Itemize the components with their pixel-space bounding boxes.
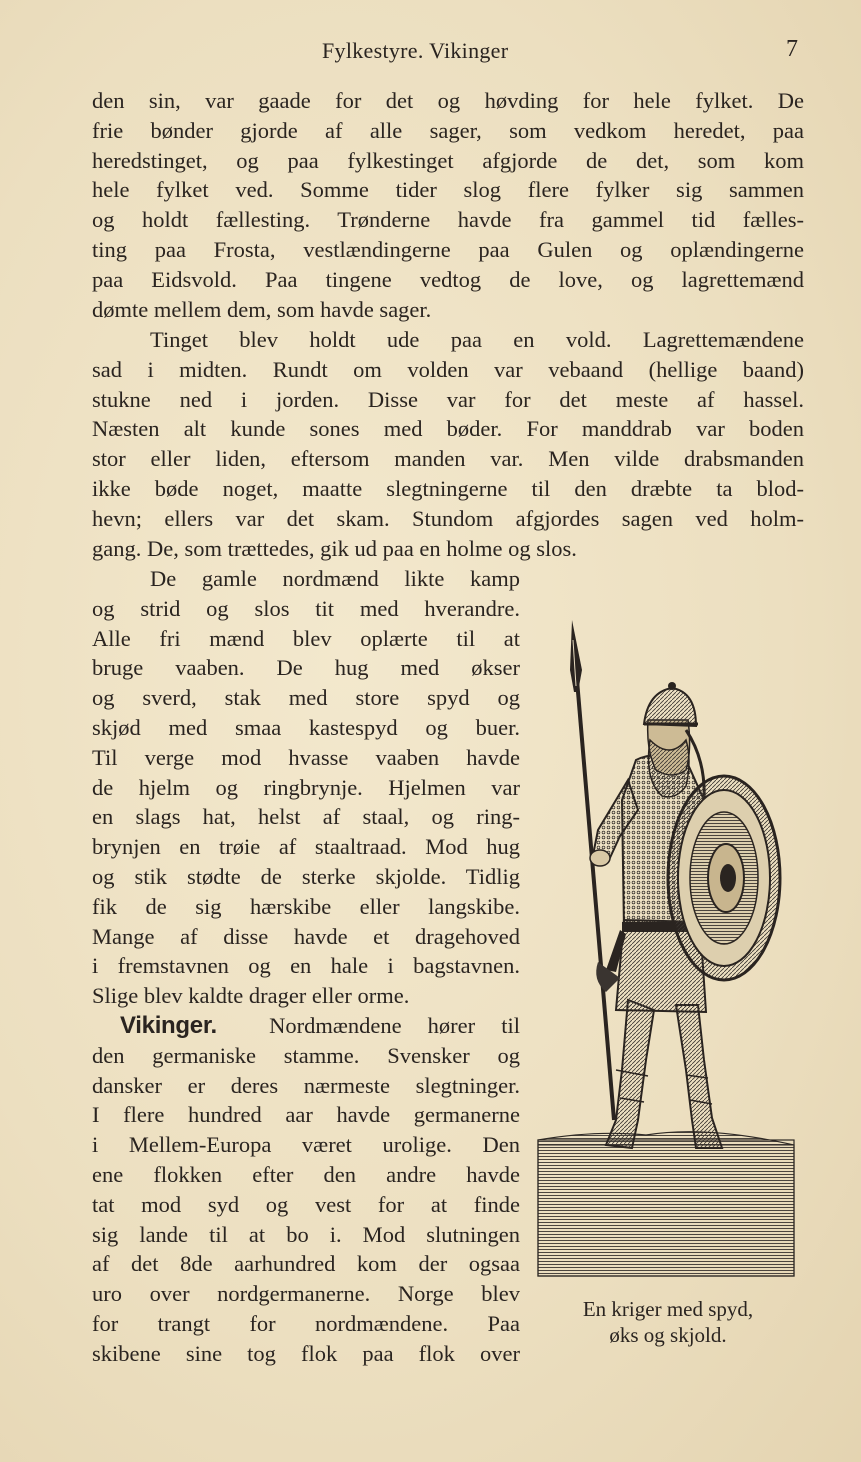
text-line: en slags hat, helst af staal, og ring- bbox=[92, 804, 520, 830]
page-number: 7 bbox=[786, 36, 798, 62]
text-line: og sverd, stak med store spyd og bbox=[92, 685, 520, 711]
text-line: Næsten alt kunde sones med bøder. For manddrab var boden bbox=[92, 416, 804, 442]
text-line: I flere hundred aar havde germanerne bbox=[92, 1102, 520, 1128]
text-line: Mange af disse havde et dragehoved bbox=[92, 923, 520, 949]
section-heading: Vikinger. bbox=[120, 1011, 217, 1039]
caption-line: øks og skjold. bbox=[609, 1323, 727, 1347]
section-heading-line bbox=[92, 1011, 520, 1041]
text-line: Tinget blev holdt ude paa en vold. Lagrettemændene bbox=[150, 327, 804, 352]
caption-line: En kriger med spyd, bbox=[582, 1297, 754, 1321]
text-line: Alle fri mænd blev oplærte til at bbox=[92, 625, 520, 651]
text-line: stor eller liden, eftersom manden var. Men vilde drabsmanden bbox=[92, 446, 804, 472]
text-line: ene flokken efter den andre havde bbox=[92, 1161, 520, 1187]
text-line: stukne ned i jorden. Disse var for det meste af hassel. bbox=[92, 386, 804, 412]
text-line: sig lande til at bo i. Mod slutningen bbox=[92, 1221, 520, 1247]
text-line: ting paa Frosta, vestlændingerne paa Gulen og oplændingerne bbox=[92, 236, 804, 262]
text-line: fik de sig hærskibe eller langskibe. bbox=[92, 893, 520, 919]
text-line: i Mellem-Europa været urolige. Den bbox=[92, 1132, 520, 1158]
text-line: Slige blev kaldte drager eller orme. bbox=[92, 983, 410, 1009]
text-line: heredstinget, og paa fylkestinget afgjorde de det, som kom bbox=[92, 147, 804, 173]
text-line: og holdt fællesting. Trønderne havde fra gammel tid fælles- bbox=[92, 207, 804, 233]
text-line: Til verge mod hvasse vaaben havde bbox=[92, 744, 520, 770]
text-line: gang. De, som trættedes, gik ud paa en holme og slos. bbox=[92, 535, 577, 561]
paragraph-fylkesting bbox=[92, 86, 804, 324]
text-line: den germaniske stamme. Svensker og bbox=[92, 1042, 520, 1068]
text-line: og stik stødte de sterke skjolde. Tidlig bbox=[92, 863, 520, 889]
text-line: bruge vaaben. De hug med økser bbox=[92, 655, 520, 681]
text-line: de hjelm og ringbrynje. Hjelmen var bbox=[92, 774, 520, 800]
text-line: for trangt for nordmændene. Paa bbox=[92, 1310, 520, 1336]
page-header bbox=[0, 36, 861, 70]
text-line: sad i midten. Rundt om volden var vebaand (hellige baand) bbox=[92, 356, 804, 382]
running-title: Fylkestyre. Vikinger bbox=[322, 38, 509, 63]
figure-caption bbox=[548, 1296, 788, 1348]
text-line: uro over nordgermanerne. Norge blev bbox=[92, 1281, 520, 1307]
text-line: dømte mellem dem, som havde sager. bbox=[92, 296, 432, 322]
text-line: skjød med smaa kastespyd og buer. bbox=[92, 714, 520, 740]
text-line: brynjen en trøie af staaltraad. Mod hug bbox=[92, 834, 520, 860]
text-line: De gamle nordmænd likte kamp bbox=[150, 566, 520, 591]
text-line: frie bønder gjorde af alle sager, som vedkom heredet, paa bbox=[92, 117, 804, 143]
text-line: tat mod syd og vest for at finde bbox=[92, 1191, 520, 1217]
text-line: og strid og slos tit med hverandre. bbox=[92, 595, 520, 621]
text-line: i fremstavnen og en hale i bagstavnen. bbox=[92, 953, 520, 979]
text-line: paa Eidsvold. Paa tingene vedtog de love, og lagrettemænd bbox=[92, 266, 804, 292]
text-fragment: Nordmændene hører til bbox=[269, 1012, 520, 1038]
text-line: ikke bøde noget, maatte slegtningerne til den dræbte ta blod- bbox=[92, 475, 804, 501]
paragraph-tinget bbox=[92, 325, 804, 563]
text-line: dansker er deres nærmeste slegtninger. bbox=[92, 1072, 520, 1098]
text-line: af det 8de aarhundred kom der ogsaa bbox=[92, 1251, 520, 1277]
text-line: hele fylket ved. Somme tider slog flere fylker sig sammen bbox=[92, 177, 804, 203]
text-line: hevn; ellers var det skam. Stundom afgjordes sagen ved holm- bbox=[92, 505, 804, 531]
text-line: den sin, var gaade for det og høvding for hele fylket. De bbox=[92, 88, 804, 113]
column-text bbox=[92, 564, 520, 1369]
text-line: skibene sine tog flok paa flok over bbox=[92, 1340, 520, 1366]
viking-warrior-illustration bbox=[536, 600, 798, 1280]
